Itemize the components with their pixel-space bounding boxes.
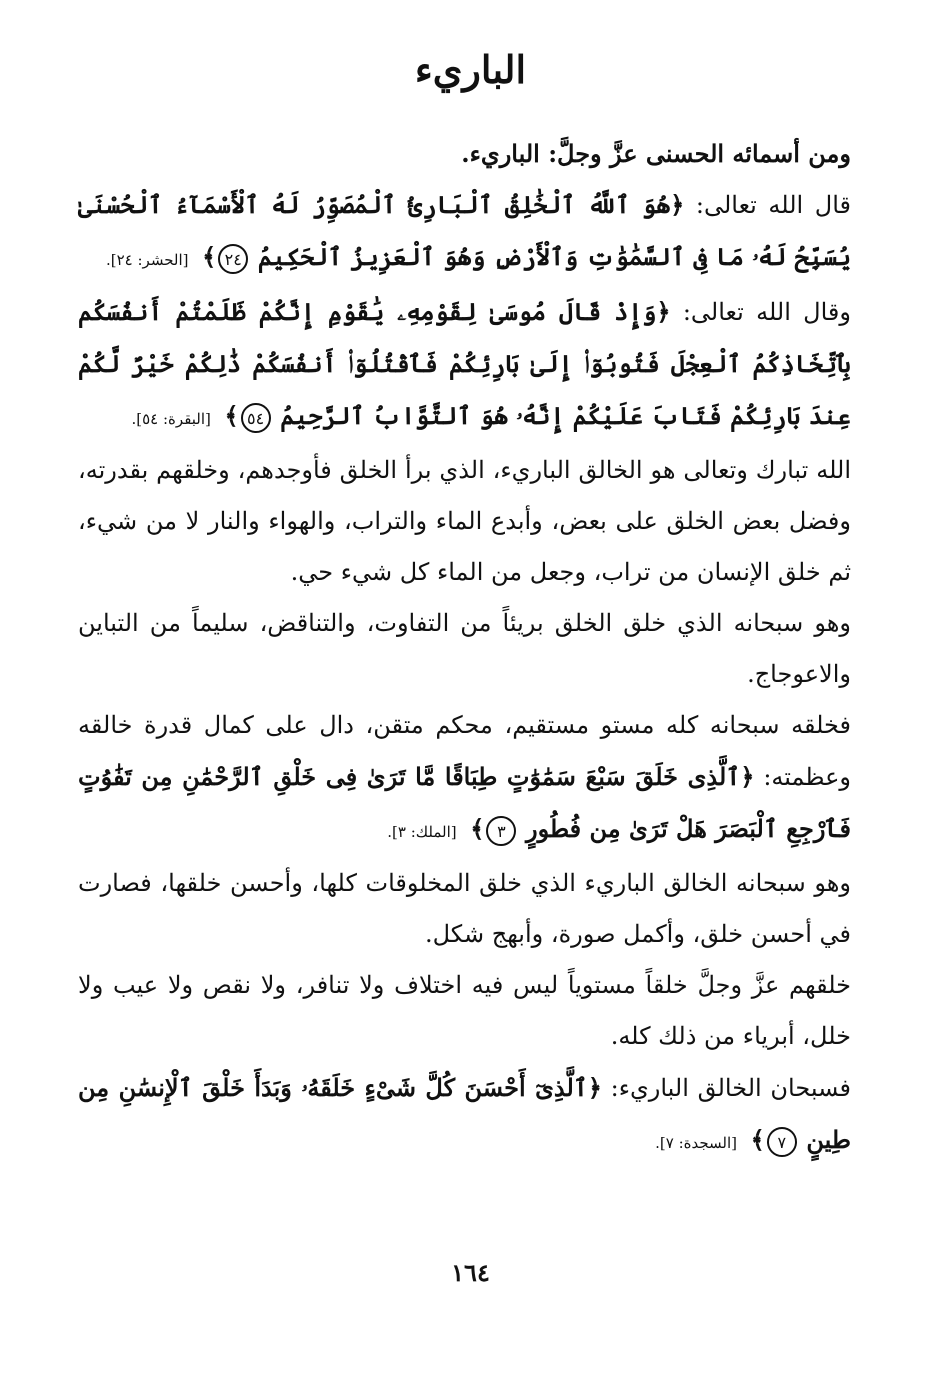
page-title: الباريء: [414, 47, 527, 92]
verse-reference: [الحشر: ٢٤].: [105, 251, 189, 269]
verse-close-bracket: ﴾: [750, 1125, 765, 1154]
verse-block-2: [78, 286, 851, 445]
verse-close-bracket: ﴾: [470, 814, 485, 843]
verse-block-4: [78, 1062, 851, 1169]
verse-open-bracket: ﴿: [670, 190, 685, 219]
ayah-number-mark: ٧: [767, 1127, 797, 1157]
verse-reference: [السجدة: ٧].: [655, 1134, 738, 1152]
verse-reference: [البقرة: ٥٤].: [131, 410, 211, 428]
ayah-number-mark: ٣: [486, 816, 516, 846]
verse-close-bracket: ﴾: [202, 242, 217, 271]
verse-block-3: [78, 700, 851, 858]
verse-block-1: [78, 179, 851, 286]
intro-line: ومن أسمائه الحسنى عزَّ وجلَّ: الباريء.: [461, 139, 851, 168]
verse-open-bracket: ﴿: [740, 762, 755, 791]
quran-verse: ٱلَّذِى خَلَقَ سَبْعَ سَمَٰوَٰتٍ طِبَاقًا مَّا تَرَىٰ فِى خَلْقِ ٱلرَّحْمَٰنِ مِن تَفَٰوُتٍ فَٱرْجِعِ ٱلْبَصَرَ هَلْ تَرَىٰ مِن فُطُورٍ: [78, 762, 851, 843]
quran-verse: ٱلَّذِىٓ أَحْسَنَ كُلَّ شَىْءٍ خَلَقَهُۥ وَبَدَأَ خَلْقَ ٱلْإِنسَٰنِ مِن طِينٍ: [78, 1073, 851, 1154]
ayah-number-mark: ٥٤: [241, 403, 271, 433]
verse-lead: فسبحان الخالق الباريء:: [610, 1074, 851, 1102]
quran-verse: وَإِذْ قَالَ مُوسَىٰ لِقَوْمِهِۦ يَٰقَوْمِ إِنَّكُمْ ظَلَمْتُمْ أَنفُسَكُم بِٱتِّخَاذِكُمُ ٱلْعِجْلَ فَتُوبُوٓا۟ إِلَىٰ بَارِئِكُمْ فَٱقْتُلُوٓا۟ أَنفُسَكُمْ ذَٰلِكُمْ خَيْرٌ لَّكُمْ عِندَ بَارِئِكُمْ فَتَابَ عَلَيْكُمْ إِنَّهُۥ هُوَ ٱلتَّوَّابُ ٱلرَّحِيمُ: [78, 297, 851, 430]
verse-lead: وقال الله تعالى:: [682, 298, 851, 326]
page-number: ١٦٤: [451, 1258, 490, 1287]
quran-verse: هُوَ ٱللَّهُ ٱلْخَٰلِقُ ٱلْبَارِئُ ٱلْمُصَوِّرُ لَهُ ٱلْأَسْمَآءُ ٱلْحُسْنَىٰ يُسَبِّحُ لَهُۥ مَا فِى ٱلسَّمَٰوَٰتِ وَٱلْأَرْضِ وَهُوَ ٱلْعَزِيزُ ٱلْحَكِيمُ: [78, 190, 851, 271]
paragraph-4: خلقهم عزَّ وجلَّ خلقاً مستوياً ليس فيه اختلاف ولا تنافر، ولا نقص ولا عيب ولا خلل، أبرياء من ذلك كله.: [78, 971, 851, 1050]
verse-lead: فخلقه سبحانه كله مستو مستقيم، محكم متقن، دال على كمال قدرة خالقه وعظمته:: [78, 711, 852, 791]
verse-close-bracket: ﴾: [224, 401, 239, 430]
verse-open-bracket: ﴿: [587, 1073, 602, 1102]
ayah-number-mark: ٢٤: [218, 244, 248, 274]
page-body: [78, 128, 851, 1169]
verse-open-bracket: ﴿: [656, 297, 671, 326]
verse-reference: [الملك: ٣].: [387, 823, 457, 841]
paragraph-2: وهو سبحانه الذي خلق الخلق بريئاً من التفاوت، والتناقض، سليماً من التباين والاعوجاج.: [78, 609, 851, 688]
paragraph-3: وهو سبحانه الخالق الباريء الذي خلق المخلوقات كلها، وأحسن خلقها، فصارت في أحسن خلق، وأكمل صورة، وأبهج شكل.: [78, 869, 852, 948]
paragraph-1: الله تبارك وتعالى هو الخالق الباريء، الذي برأ الخلق فأوجدهم، وخلقهم بقدرته، وفضل بعض الخلق على بعض، وأبدع الماء والتراب، والهواء والنار لا من شيء، ثم خلق الإنسان من تراب، وجعل من الماء كل شيء حي.: [78, 456, 851, 586]
verse-lead: قال الله تعالى:: [695, 191, 851, 219]
